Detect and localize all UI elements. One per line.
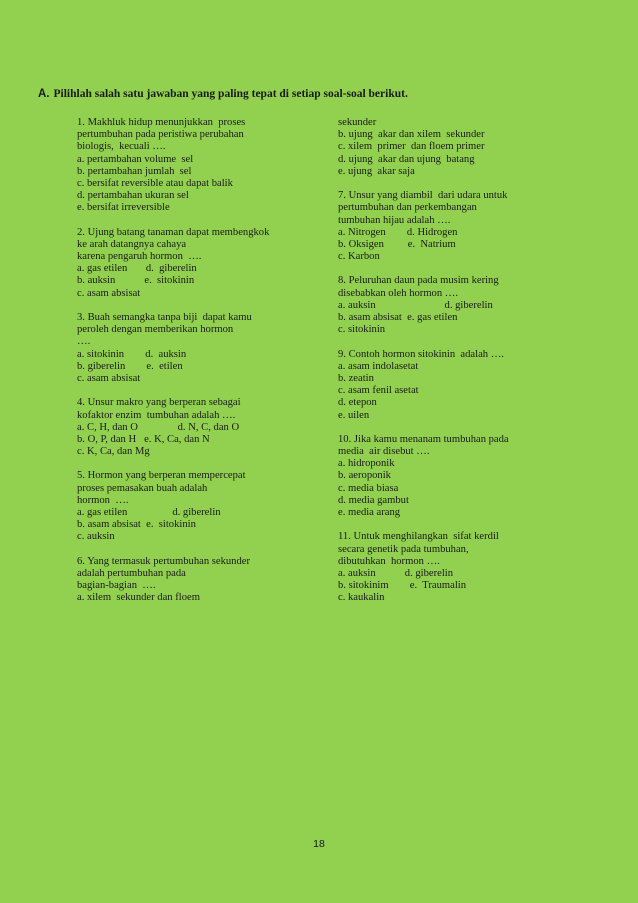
question-line: b. O, P, dan H e. K, Ca, dan N xyxy=(77,433,210,445)
page-number: 18 xyxy=(313,838,325,850)
question-line: pertumbuhan pada peristiwa perubahan xyxy=(77,129,244,141)
question-line: 8. Peluruhan daun pada musim kering xyxy=(338,275,499,287)
spacer xyxy=(338,178,588,190)
question-line: c. asam fenil asetat xyxy=(338,385,419,397)
question-line: 5. Hormon yang berperan mempercepat xyxy=(77,470,246,482)
question-line: e. media arang xyxy=(338,507,401,518)
question-line: a. hidroponik xyxy=(338,458,395,470)
question-line: b. Oksigen e. Natrium xyxy=(338,238,456,250)
question-line: c. Karbon xyxy=(338,251,380,263)
question-line: c. auksin xyxy=(77,531,115,543)
question-line: a. sitokinin d. auksin xyxy=(77,348,187,360)
question-line: kofaktor enzim tumbuhan adalah …. xyxy=(77,409,236,421)
question-line: 11. Untuk menghilangkan sifat kerdil xyxy=(338,531,499,543)
question-line: 3. Buah semangka tanpa biji dapat kamu xyxy=(77,312,252,323)
question-line: hormon …. xyxy=(77,494,129,506)
question-line: sekunder xyxy=(338,117,377,128)
question-line: 2. Ujung batang tanaman dapat membengkok xyxy=(77,226,270,238)
section-instruction: Pilihlah salah satu jawaban yang paling tepat di setiap soal-soal berikut. xyxy=(53,88,408,100)
question-line: e. bersifat irreversible xyxy=(77,202,170,214)
question-line: a. xilem sekunder dan floem xyxy=(77,592,200,604)
question-line: peroleh dengan memberikan hormon xyxy=(77,324,234,336)
question-line: b. giberelin e. etilen xyxy=(77,360,183,372)
question-line: 10. Jika kamu menanam tumbuhan pada xyxy=(338,433,509,445)
question-line: a. C, H, dan O d. N, C, dan O xyxy=(77,421,240,433)
question-line: d. media gambut xyxy=(338,494,409,506)
question-line: a. auksin d. giberelin xyxy=(338,299,493,311)
question-line: 6. Yang termasuk pertumbuhan sekunder xyxy=(77,555,251,567)
question-line: adalah pertumbuhan pada xyxy=(77,567,186,579)
question-line: ke arah datangnya cahaya xyxy=(77,238,187,250)
question-line: d. pertambahan ukuran sel xyxy=(77,190,189,202)
question-line: secara genetik pada tumbuhan, xyxy=(338,543,469,555)
question-line: d. ujung akar dan ujung batang xyxy=(338,153,475,165)
question-line: tumbuhan hijau adalah …. xyxy=(338,214,451,226)
question-line: c. xilem primer dan floem primer xyxy=(338,141,485,153)
question-line: a. asam indolasetat xyxy=(338,360,419,372)
question-line: b. sitokinim e. Traumalin xyxy=(338,580,467,592)
question-line: disebabkan oleh hormon …. xyxy=(338,287,459,299)
spacer xyxy=(77,385,332,397)
right-question-column xyxy=(338,117,588,605)
spacer xyxy=(77,458,332,470)
question-line: b. zeatin xyxy=(338,372,374,384)
question-line: karena pengaruh hormon …. xyxy=(77,251,202,263)
question-line: 4. Unsur makro yang berperan sebagai xyxy=(77,397,241,409)
question-line: pertumbuhan dan perkembangan xyxy=(338,202,477,214)
question-line: c. bersifat reversible atau dapat balik xyxy=(77,177,233,189)
left-question-column xyxy=(77,117,332,605)
spacer xyxy=(338,422,588,434)
question-line: a. gas etilen d. giberelin xyxy=(77,263,197,275)
question-line: b. pertambahan jumlah sel xyxy=(77,165,192,177)
question-line: b. asam absisat e. sitokinin xyxy=(77,519,196,531)
question-line: b. aeroponik xyxy=(338,470,391,482)
question-line: bagian-bagian …. xyxy=(77,580,156,592)
question-line: b. ujung akar dan xilem sekunder xyxy=(338,129,485,141)
question-line: a. gas etilen d. giberelin xyxy=(77,507,221,518)
spacer xyxy=(338,263,588,275)
question-line: c. asam absisat xyxy=(77,372,141,384)
question-line: a. Nitrogen d. Hidrogen xyxy=(338,226,458,238)
question-line: 1. Makhluk hidup menunjukkan proses xyxy=(77,117,246,128)
spacer xyxy=(338,519,588,531)
question-line: dibutuhkan hormon …. xyxy=(338,555,440,567)
question-line: a. pertambahan volume sel xyxy=(77,153,194,165)
spacer xyxy=(77,215,332,227)
spacer xyxy=(338,336,588,348)
section-letter: A. xyxy=(38,88,50,100)
spacer xyxy=(77,300,332,312)
question-line: b. asam absisat e. gas etilen xyxy=(338,312,458,323)
question-line: c. media biasa xyxy=(338,482,399,494)
question-line: media air disebut …. xyxy=(338,446,430,458)
question-line: 9. Contoh hormon sitokinin adalah …. xyxy=(338,348,504,360)
question-line: biologis, kecuali …. xyxy=(77,141,166,153)
question-line: d. etepon xyxy=(338,397,377,409)
question-line: a. auksin d. giberelin xyxy=(338,567,454,579)
question-line: 7. Unsur yang diambil dari udara untuk xyxy=(338,190,508,202)
question-line: c. K, Ca, dan Mg xyxy=(77,446,150,458)
question-line: c. sitokinin xyxy=(338,324,386,336)
question-line: e. uilen xyxy=(338,409,370,421)
question-line: …. xyxy=(77,336,91,348)
question-line: c. asam absisat xyxy=(77,287,141,299)
spacer xyxy=(77,544,332,556)
question-line: b. auksin e. sitokinin xyxy=(77,275,195,287)
question-line: c. kaukalin xyxy=(338,592,385,604)
question-line: proses pemasakan buah adalah xyxy=(77,482,208,494)
question-line: e. ujung akar saja xyxy=(338,165,415,177)
section-heading xyxy=(38,88,408,100)
